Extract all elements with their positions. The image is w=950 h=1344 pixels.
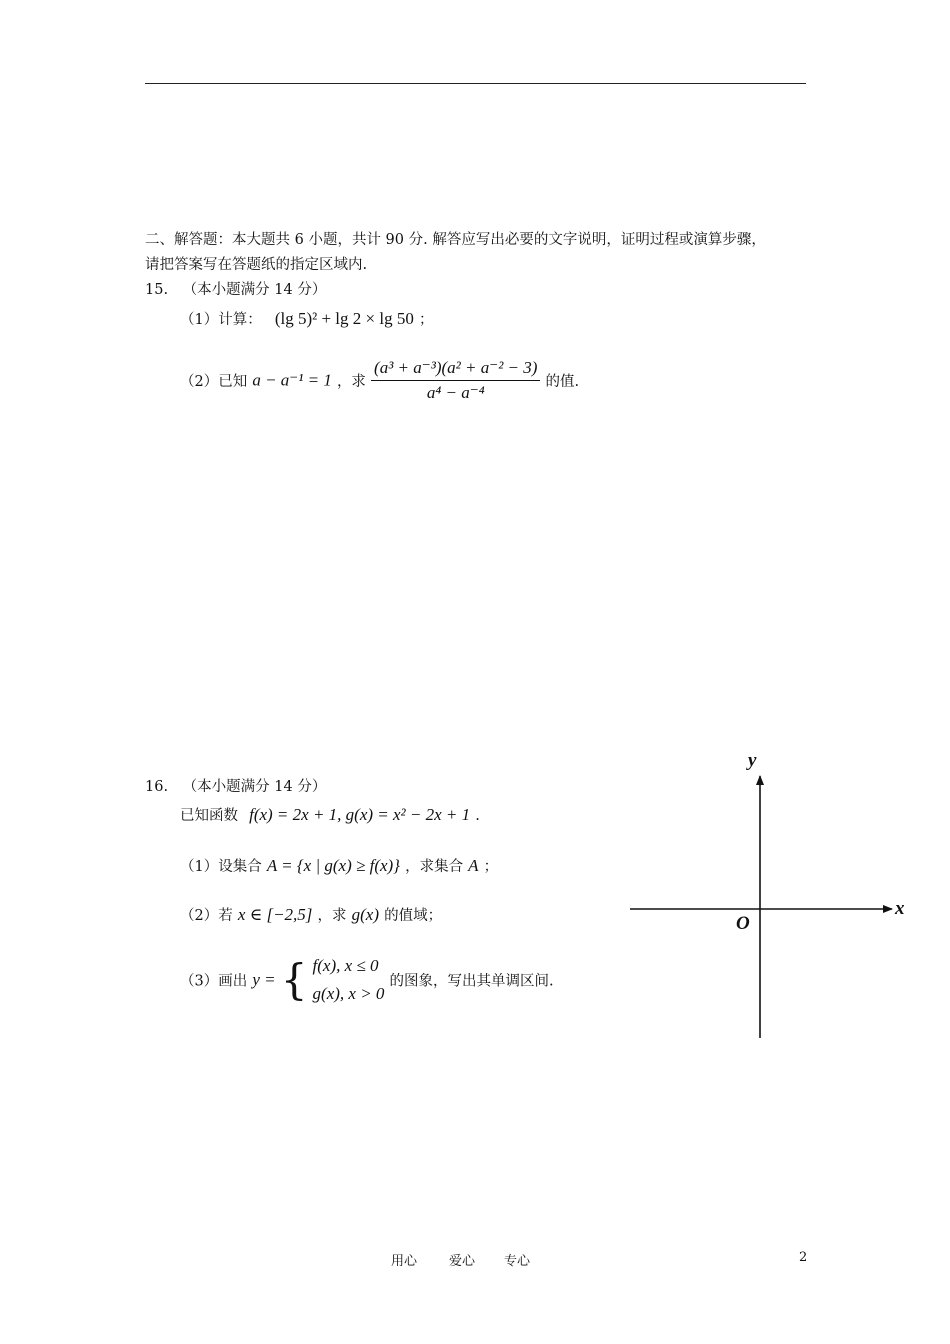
q15-part2-label: （2）已知 xyxy=(180,374,248,390)
q16-part1-mid: ，求集合 xyxy=(405,859,464,875)
q16-part2-mid: ，求 xyxy=(317,908,347,924)
page-number: 2 xyxy=(799,1250,808,1265)
q15-part1-expr: (lg 5)² + lg 2 × lg 50 xyxy=(274,309,414,328)
q16-part3-lhs: y = xyxy=(252,970,276,989)
q15-header xyxy=(145,278,326,299)
q16-part3-end: 的图象，写出其单调区间. xyxy=(389,973,554,990)
q15-part1 xyxy=(180,308,433,329)
q16-part3-label: （3）画出 xyxy=(180,973,248,990)
q16-part1-label: （1）设集合 xyxy=(180,859,262,875)
q16-part3-case1: f(x), x ≤ 0 xyxy=(312,956,379,975)
q16-part2-cond: x ∈ [−2,5] xyxy=(237,905,313,924)
q15-part2-condition: a − a⁻¹ = 1 xyxy=(252,370,332,390)
q16-part2-func: g(x) xyxy=(351,905,379,924)
piecewise-brace: { xyxy=(280,955,308,1004)
q16-part1 xyxy=(180,855,498,876)
q16-given-end: . xyxy=(475,808,480,824)
q16-part2-label: （2）若 xyxy=(180,908,233,924)
footer-text-3: 专心 xyxy=(504,1254,531,1269)
header-rule xyxy=(145,83,806,84)
footer-text-2: 爱心 xyxy=(449,1254,476,1269)
q16-part1-var: A xyxy=(468,856,479,875)
q15-part1-end: ； xyxy=(418,312,434,328)
piecewise-cases xyxy=(313,952,385,1008)
q15-score-note: （本小题满分 14 分） xyxy=(182,282,327,298)
footer-text-1: 用心 xyxy=(391,1254,418,1269)
q16-given xyxy=(180,804,480,825)
q15-part2-end: 的值. xyxy=(545,374,580,390)
origin-label: O xyxy=(736,913,750,934)
q15-part2 xyxy=(180,358,579,403)
q16-score-note: （本小题满分 14 分） xyxy=(182,779,327,795)
q16-header xyxy=(145,775,326,796)
coordinate-axes xyxy=(620,750,920,1045)
q15-part1-label: （1）计算： xyxy=(180,312,262,328)
q16-part3-case2: g(x), x > 0 xyxy=(312,984,385,1003)
q15-part2-mid: ，求 xyxy=(336,374,366,390)
q16-part3 xyxy=(180,952,554,1008)
q16-part2 xyxy=(180,904,442,925)
q16-part2-end: 的值域； xyxy=(384,908,443,924)
q16-given-expr: f(x) = 2x + 1, g(x) = x² − 2x + 1 xyxy=(249,805,471,824)
q15-part2-numerator: (a³ + a⁻³)(a² + a⁻² − 3) xyxy=(371,358,540,381)
q16-given-label: 已知函数 xyxy=(180,808,238,824)
q15-part2-denominator: a⁴ − a⁻⁴ xyxy=(426,383,485,402)
x-axis-label: x xyxy=(895,898,905,919)
q15-part2-fraction xyxy=(371,358,540,403)
q15-number: 15. xyxy=(145,282,169,298)
q16-part1-set: A = {x | g(x) ≥ f(x)} xyxy=(266,856,400,875)
section-heading-line2: 请把答案写在答题纸的指定区域内. xyxy=(145,257,368,273)
q16-number: 16. xyxy=(145,779,169,795)
q16-part1-end: ； xyxy=(483,859,499,875)
y-axis-label: y xyxy=(748,750,757,771)
section-heading-line1: 二、解答题：本大题共 6 小题，共计 90 分. 解答应写出必要的文字说明，证明过程或演算步骤， xyxy=(145,232,766,248)
